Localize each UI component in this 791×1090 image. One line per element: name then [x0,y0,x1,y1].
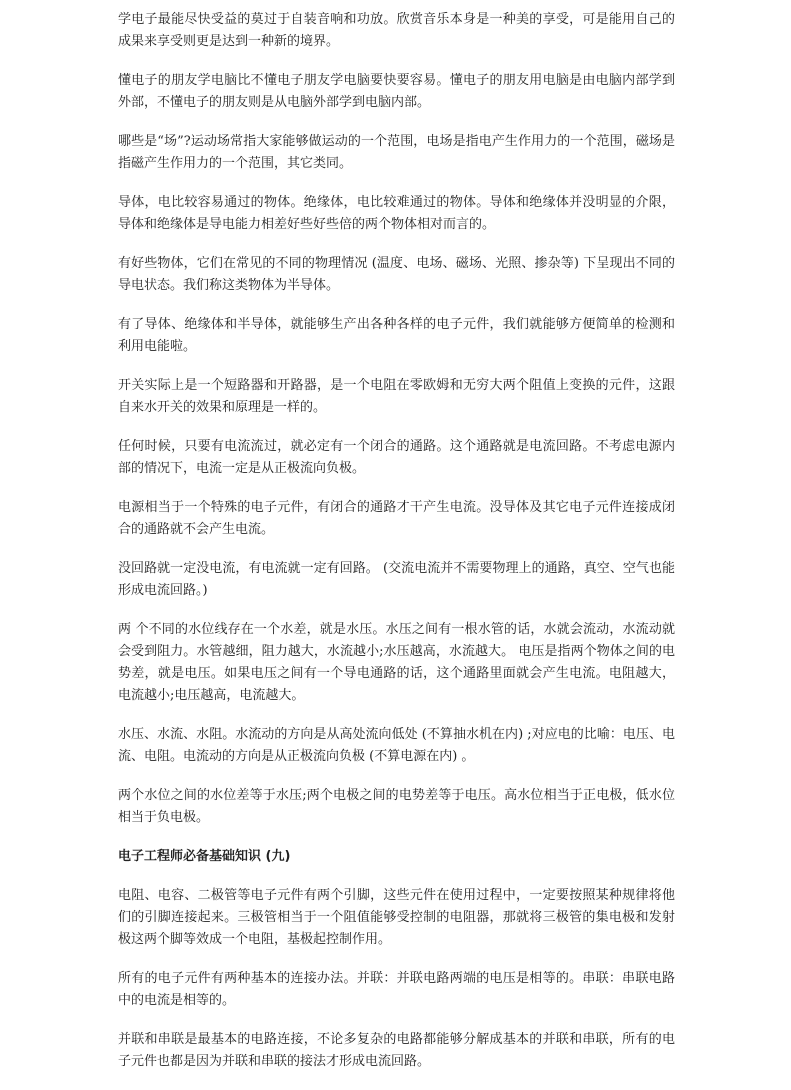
paragraph: 所有的电子元件有两种基本的连接办法。并联：并联电路两端的电压是相等的。串联：串联电路中的电流是相等的。 [118,971,675,1008]
paragraph: 有好些物体，它们在常见的不同的物理情况 (温度、电场、磁场、光照、掺杂等) 下呈现出不同的导电状态。我们称这类物体为半导体。 [118,256,675,293]
paragraph: 任何时候，只要有电流流过，就必定有一个闭合的通路。这个通路就是电流回路。不考虑电源内部的情况下，电流一定是从正极流向负极。 [118,439,675,476]
paragraph: 懂电子的朋友学电脑比不懂电子朋友学电脑要快要容易。懂电子的朋友用电脑是由电脑内部学到外部，不懂电子的朋友则是从电脑外部学到电脑内部。 [118,73,675,110]
paragraph: 并联和串联是最基本的电路连接，不论多复杂的电路都能够分解成基本的并联和串联，所有的电子元件也都是因为并联和串联的接法才形成电流回路。 [118,1032,675,1069]
paragraph: 两 个不同的水位线存在一个水差，就是水压。水压之间有一根水管的话，水就会流动，水流动就会受到阻力。水管越细，阻力越大，水流越小;水压越高，水流越大。 电压是指两个物体之间的电势差，就是电压。如果电压之间有一个导电通路的话，这个通路里面就会产生电流。电阻越大，电流越小;电压越高，电流越大。 [118,622,675,703]
paragraph: 导体，电比较容易通过的物体。绝缘体，电比较难通过的物体。导体和绝缘体并没明显的介限，导体和绝缘体是导电能力相差好些好些倍的两个物体相对而言的。 [118,195,675,232]
paragraph: 电阻、电容、二极管等电子元件有两个引脚，这些元件在使用过程中，一定要按照某种规律将他们的引脚连接起来。三极管相当于一个阻值能够受控制的电阻器，那就将三极管的集电极和发射极这两个脚等效成一个电阻，基极起控制作用。 [118,888,675,947]
section-heading: 电子工程师必备基础知识 (九) [118,849,291,864]
paragraph: 有了导体、绝缘体和半导体，就能够生产出各种各样的电子元件，我们就能够方便简单的检测和利用电能啦。 [118,317,675,354]
paragraph: 电源相当于一个特殊的电子元件，有闭合的通路才干产生电流。没导体及其它电子元件连接成闭合的通路就不会产生电流。 [118,500,675,537]
document-page [118,9,675,1090]
paragraph: 哪些是“场”?运动场常指大家能够做运动的一个范围，电场是指电产生作用力的一个范围，磁场是指磁产生作用力的一个范围，其它类同。 [118,134,675,171]
paragraph: 开关实际上是一个短路器和开路器，是一个电阻在零欧姆和无穷大两个阻值上变换的元件，这跟自来水开关的效果和原理是一样的。 [118,378,675,415]
paragraph: 两个水位之间的水位差等于水压;两个电极之间的电势差等于电压。高水位相当于正电极，低水位相当于负电极。 [118,788,675,825]
paragraph: 没回路就一定没电流，有电流就一定有回路。 (交流电流并不需要物理上的通路，真空、空气也能形成电流回路。) [118,561,675,598]
paragraph: 水压、水流、水阻。水流动的方向是从高处流向低处 (不算抽水机在内) ;对应电的比喻：电压、电流、电阻。电流动的方向是从正极流向负极 (不算电源在内) 。 [118,727,675,764]
paragraph: 学电子最能尽快受益的莫过于自装音响和功放。欣赏音乐本身是一种美的享受，可是能用自己的成果来享受则更是达到一种新的境界。 [118,12,675,49]
